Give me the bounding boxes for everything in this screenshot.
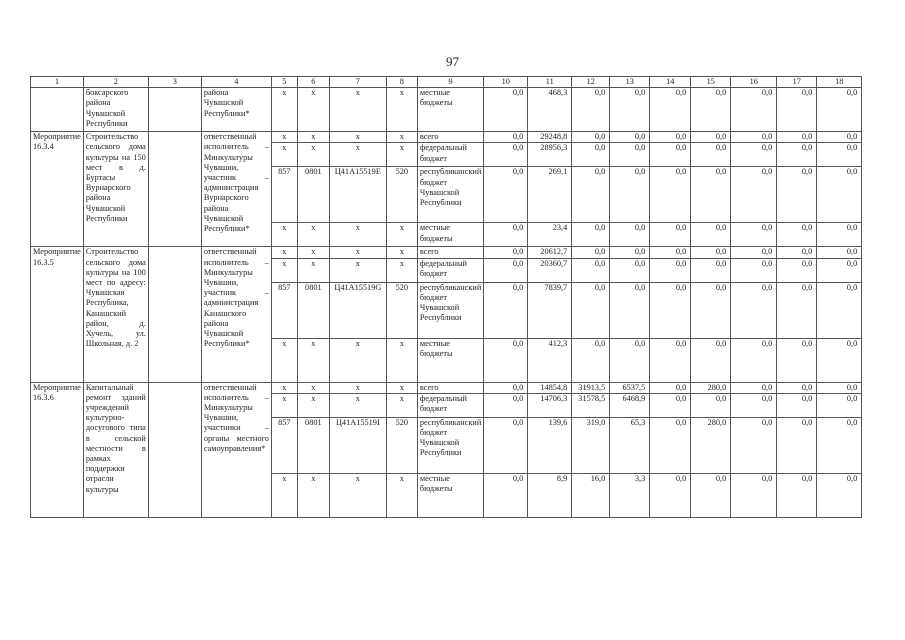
target-article-code: x — [329, 473, 386, 517]
value-col12: 0,0 — [572, 282, 610, 338]
page-number: 97 — [446, 54, 459, 69]
funding-source: федеральный бюджет — [417, 258, 483, 282]
header-cell: 17 — [777, 77, 817, 88]
expense-type-code: x — [386, 258, 417, 282]
activity-description-cell: боксарского района Чувашской Республики — [83, 88, 148, 132]
value-col14: 0,0 — [650, 132, 691, 143]
gbk-code: 857 — [271, 282, 297, 338]
value-col14: 0,0 — [650, 88, 691, 132]
value-col18: 0,0 — [817, 143, 862, 167]
expense-type-code: x — [386, 143, 417, 167]
value-col17: 0,0 — [777, 143, 817, 167]
activity-description-cell: Строительство сельского дома культуры на 100 мест по адресу: Чувашская Республика, Канашский район, д. Хучель, ул. Школьная, д. 2 — [83, 247, 148, 382]
gbk-code: x — [271, 132, 297, 143]
value-col11: 14706,3 — [528, 393, 572, 417]
value-col14: 0,0 — [650, 382, 691, 393]
value-col16: 0,0 — [731, 247, 777, 258]
value-col13: 6468,9 — [610, 393, 650, 417]
header-cell: 12 — [572, 77, 610, 88]
empty-cell — [148, 247, 201, 382]
value-col10: 0,0 — [484, 473, 528, 517]
gbk-code: x — [271, 247, 297, 258]
target-article-code: x — [329, 338, 386, 382]
section-code: 0801 — [297, 282, 329, 338]
value-col15: 0,0 — [691, 247, 731, 258]
value-col13: 3,3 — [610, 473, 650, 517]
value-col11: 23,4 — [528, 223, 572, 247]
value-col15: 0,0 — [691, 88, 731, 132]
value-col17: 0,0 — [777, 258, 817, 282]
activity-description-cell: Капитальный ремонт зданий учреждений культурно-досугового типа в сельской местности в рамках поддержки отрасли культуры — [83, 382, 148, 517]
activity-name-cell: Мероприятие 16.3.4 — [31, 132, 84, 247]
value-col15: 0,0 — [691, 473, 731, 517]
section-code: x — [297, 132, 329, 143]
gbk-code: x — [271, 88, 297, 132]
value-col14: 0,0 — [650, 223, 691, 247]
value-col16: 0,0 — [731, 393, 777, 417]
value-col10: 0,0 — [484, 417, 528, 473]
empty-cell — [148, 382, 201, 517]
header-cell: 4 — [201, 77, 271, 88]
value-col15: 280,0 — [691, 382, 731, 393]
value-col18: 0,0 — [817, 167, 862, 223]
value-col11: 8,9 — [528, 473, 572, 517]
expense-type-code: x — [386, 247, 417, 258]
value-col15: 0,0 — [691, 338, 731, 382]
gbk-code: x — [271, 223, 297, 247]
value-col14: 0,0 — [650, 473, 691, 517]
section-code: 0801 — [297, 167, 329, 223]
gbk-code: 857 — [271, 417, 297, 473]
gbk-code: x — [271, 382, 297, 393]
funding-source: всего — [417, 247, 483, 258]
value-col16: 0,0 — [731, 473, 777, 517]
value-col15: 0,0 — [691, 132, 731, 143]
value-col15: 0,0 — [691, 282, 731, 338]
value-col13: 0,0 — [610, 223, 650, 247]
target-article-code: Ц41А15519I — [329, 417, 386, 473]
value-col15: 0,0 — [691, 143, 731, 167]
value-col16: 0,0 — [731, 258, 777, 282]
value-col17: 0,0 — [777, 223, 817, 247]
expense-type-code: 520 — [386, 282, 417, 338]
gbk-code: x — [271, 143, 297, 167]
value-col11: 468,3 — [528, 88, 572, 132]
value-col12: 16,0 — [572, 473, 610, 517]
value-col10: 0,0 — [484, 143, 528, 167]
gbk-code: x — [271, 338, 297, 382]
funding-source: федеральный бюджет — [417, 393, 483, 417]
activity-name-cell: Мероприятие 16.3.6 — [31, 382, 84, 517]
funding-source: всего — [417, 382, 483, 393]
header-cell: 11 — [528, 77, 572, 88]
gbk-code: x — [271, 258, 297, 282]
value-col17: 0,0 — [777, 338, 817, 382]
value-col14: 0,0 — [650, 143, 691, 167]
value-col12: 31578,5 — [572, 393, 610, 417]
expense-type-code: x — [386, 132, 417, 143]
value-col17: 0,0 — [777, 382, 817, 393]
target-article-code: x — [329, 393, 386, 417]
value-col14: 0,0 — [650, 282, 691, 338]
target-article-code: x — [329, 223, 386, 247]
value-col16: 0,0 — [731, 338, 777, 382]
value-col11: 29248,8 — [528, 132, 572, 143]
funding-source: местные бюджеты — [417, 223, 483, 247]
value-col18: 0,0 — [817, 282, 862, 338]
header-cell: 16 — [731, 77, 777, 88]
gbk-code: x — [271, 473, 297, 517]
value-col11: 14854,8 — [528, 382, 572, 393]
responsible-cell: ответственный исполнитель – Минкультуры Чувашии, участники – органы местного самоуправления* — [201, 382, 271, 517]
responsible-cell: ответственный исполнитель – Минкультуры Чувашии, участник – администрация Канашского района Чувашской Республики* — [201, 247, 271, 382]
header-cell: 9 — [417, 77, 483, 88]
value-col10: 0,0 — [484, 167, 528, 223]
value-col14: 0,0 — [650, 167, 691, 223]
value-col11: 28956,3 — [528, 143, 572, 167]
target-article-code: x — [329, 247, 386, 258]
value-col17: 0,0 — [777, 393, 817, 417]
value-col18: 0,0 — [817, 88, 862, 132]
budget-table — [30, 76, 862, 518]
value-col12: 0,0 — [572, 143, 610, 167]
value-col13: 0,0 — [610, 258, 650, 282]
section-code: x — [297, 258, 329, 282]
value-col12: 31913,5 — [572, 382, 610, 393]
value-col13: 6537,5 — [610, 382, 650, 393]
header-row — [31, 77, 862, 88]
header-cell: 6 — [297, 77, 329, 88]
value-col13: 0,0 — [610, 282, 650, 338]
value-col13: 0,0 — [610, 88, 650, 132]
header-cell: 10 — [484, 77, 528, 88]
value-col16: 0,0 — [731, 223, 777, 247]
responsible-cell: ответственный исполнитель – Минкультуры Чувашии, участник – администрация Вурнарского района Чувашской Республики* — [201, 132, 271, 247]
responsible-cell: района Чувашской Республики* — [201, 88, 271, 132]
header-cell: 15 — [691, 77, 731, 88]
value-col12: 0,0 — [572, 258, 610, 282]
value-col11: 7839,7 — [528, 282, 572, 338]
target-article-code: x — [329, 88, 386, 132]
funding-source: республиканский бюджет Чувашской Республики — [417, 417, 483, 473]
value-col13: 0,0 — [610, 338, 650, 382]
value-col10: 0,0 — [484, 88, 528, 132]
value-col16: 0,0 — [731, 132, 777, 143]
value-col13: 0,0 — [610, 247, 650, 258]
value-col11: 412,3 — [528, 338, 572, 382]
value-col12: 0,0 — [572, 338, 610, 382]
expense-type-code: 520 — [386, 167, 417, 223]
header-cell: 7 — [329, 77, 386, 88]
section-code: x — [297, 393, 329, 417]
value-col18: 0,0 — [817, 417, 862, 473]
value-col16: 0,0 — [731, 143, 777, 167]
value-col17: 0,0 — [777, 88, 817, 132]
header-cell: 18 — [817, 77, 862, 88]
value-col10: 0,0 — [484, 247, 528, 258]
value-col12: 0,0 — [572, 167, 610, 223]
value-col17: 0,0 — [777, 132, 817, 143]
value-col16: 0,0 — [731, 382, 777, 393]
expense-type-code: x — [386, 223, 417, 247]
value-col10: 0,0 — [484, 258, 528, 282]
value-col10: 0,0 — [484, 338, 528, 382]
expense-type-code: x — [386, 382, 417, 393]
expense-type-code: x — [386, 338, 417, 382]
table-row — [31, 247, 862, 258]
value-col18: 0,0 — [817, 382, 862, 393]
gbk-code: x — [271, 393, 297, 417]
funding-source: местные бюджеты — [417, 473, 483, 517]
header-cell: 14 — [650, 77, 691, 88]
value-col18: 0,0 — [817, 132, 862, 143]
value-col10: 0,0 — [484, 282, 528, 338]
target-article-code: Ц41А15519G — [329, 282, 386, 338]
value-col13: 0,0 — [610, 143, 650, 167]
value-col15: 0,0 — [691, 223, 731, 247]
target-article-code: Ц41А15519Е — [329, 167, 386, 223]
target-article-code: x — [329, 143, 386, 167]
value-col11: 20360,7 — [528, 258, 572, 282]
value-col15: 0,0 — [691, 393, 731, 417]
value-col10: 0,0 — [484, 382, 528, 393]
expense-type-code: 520 — [386, 417, 417, 473]
activity-description-cell: Строительство сельского дома культуры на 150 мест в д. Буртасы Вурнарского района Чувашской Республики — [83, 132, 148, 247]
value-col12: 0,0 — [572, 223, 610, 247]
table-row — [31, 88, 862, 132]
gbk-code: 857 — [271, 167, 297, 223]
header-cell: 1 — [31, 77, 84, 88]
target-article-code: x — [329, 258, 386, 282]
value-col16: 0,0 — [731, 282, 777, 338]
header-cell: 5 — [271, 77, 297, 88]
value-col15: 280,0 — [691, 417, 731, 473]
target-article-code: x — [329, 132, 386, 143]
value-col11: 139,6 — [528, 417, 572, 473]
value-col14: 0,0 — [650, 247, 691, 258]
value-col12: 319,0 — [572, 417, 610, 473]
value-col18: 0,0 — [817, 223, 862, 247]
target-article-code: x — [329, 382, 386, 393]
header-cell: 2 — [83, 77, 148, 88]
expense-type-code: x — [386, 88, 417, 132]
funding-source: республиканский бюджет Чувашской Республики — [417, 282, 483, 338]
empty-cell — [148, 88, 201, 132]
value-col13: 0,0 — [610, 132, 650, 143]
activity-name-cell: Мероприятие 16.3.5 — [31, 247, 84, 382]
value-col10: 0,0 — [484, 132, 528, 143]
value-col14: 0,0 — [650, 393, 691, 417]
value-col10: 0,0 — [484, 223, 528, 247]
value-col14: 0,0 — [650, 338, 691, 382]
value-col11: 269,1 — [528, 167, 572, 223]
value-col14: 0,0 — [650, 258, 691, 282]
value-col17: 0,0 — [777, 473, 817, 517]
value-col14: 0,0 — [650, 417, 691, 473]
header-cell: 8 — [386, 77, 417, 88]
value-col13: 65,3 — [610, 417, 650, 473]
funding-source: республиканский бюджет Чувашской Республики — [417, 167, 483, 223]
section-code: x — [297, 143, 329, 167]
expense-type-code: x — [386, 473, 417, 517]
value-col16: 0,0 — [731, 167, 777, 223]
value-col15: 0,0 — [691, 167, 731, 223]
table-row — [31, 382, 862, 393]
value-col12: 0,0 — [572, 132, 610, 143]
value-col18: 0,0 — [817, 247, 862, 258]
value-col17: 0,0 — [777, 167, 817, 223]
section-code: x — [297, 338, 329, 382]
table-row — [31, 132, 862, 143]
value-col17: 0,0 — [777, 417, 817, 473]
funding-source: всего — [417, 132, 483, 143]
value-col18: 0,0 — [817, 338, 862, 382]
value-col12: 0,0 — [572, 247, 610, 258]
value-col17: 0,0 — [777, 247, 817, 258]
header-cell: 13 — [610, 77, 650, 88]
value-col10: 0,0 — [484, 393, 528, 417]
value-col18: 0,0 — [817, 258, 862, 282]
section-code: x — [297, 88, 329, 132]
value-col16: 0,0 — [731, 417, 777, 473]
funding-source: федеральный бюджет — [417, 143, 483, 167]
section-code: x — [297, 247, 329, 258]
value-col18: 0,0 — [817, 393, 862, 417]
section-code: x — [297, 382, 329, 393]
value-col13: 0,0 — [610, 167, 650, 223]
value-col17: 0,0 — [777, 282, 817, 338]
section-code: x — [297, 223, 329, 247]
header-cell: 3 — [148, 77, 201, 88]
value-col12: 0,0 — [572, 88, 610, 132]
expense-type-code: x — [386, 393, 417, 417]
funding-source: местные бюджеты — [417, 338, 483, 382]
empty-cell — [148, 132, 201, 247]
value-col18: 0,0 — [817, 473, 862, 517]
value-col15: 0,0 — [691, 258, 731, 282]
funding-source: местные бюджеты — [417, 88, 483, 132]
value-col11: 20612,7 — [528, 247, 572, 258]
section-code: x — [297, 473, 329, 517]
activity-name-cell — [31, 88, 84, 132]
section-code: 0801 — [297, 417, 329, 473]
value-col16: 0,0 — [731, 88, 777, 132]
